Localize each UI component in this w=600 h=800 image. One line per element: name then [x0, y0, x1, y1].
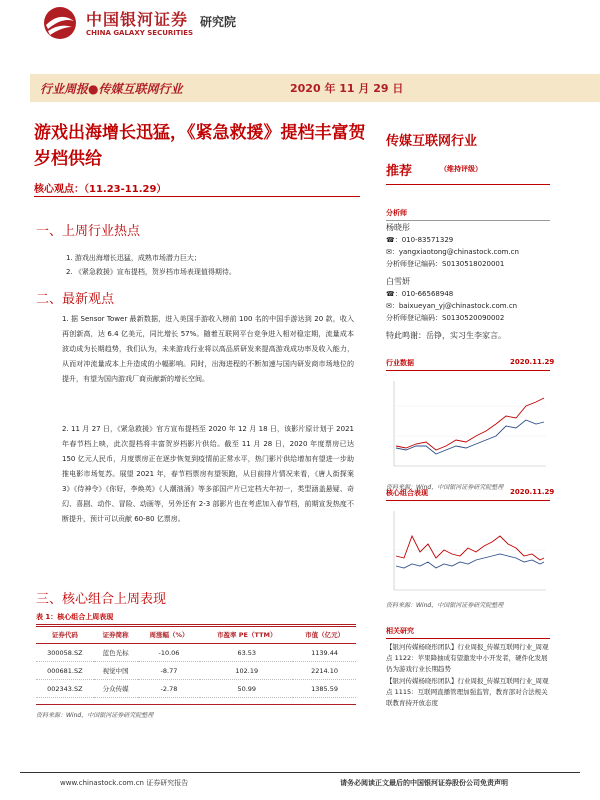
report-title: 游戏出海增长迅猛，《紧急救援》提档丰富贺岁档供给 — [34, 123, 366, 169]
section-3-heading: 三、核心组合上周表现 — [36, 592, 167, 607]
divider — [386, 184, 550, 185]
column-header: 证券简称 — [94, 627, 138, 644]
table-title: 表 1：核心组合上周表现 — [36, 613, 114, 621]
analyst-phone: ☎：010-66568948 — [386, 290, 454, 298]
analyst-license: 分析师登记编码：S0130518020001 — [386, 260, 505, 268]
list-item: 2. 《紧急救援》宣布提档，贺岁档市场表现值得期待。 — [66, 268, 236, 276]
divider — [34, 196, 360, 197]
table-cell: 1139.44 — [293, 644, 356, 662]
paragraph-1: 1. 据 Sensor Tower 最新数据，进入美国手游收入榜前 100 名的中国手游达到 20 款，收入再创新高，达 6.4 亿美元，同比增长 57%。随着互联网平台竞争进入相对稳定期，流量成本波动成为长期趋势，我们认为，未来游戏行业将以高品质研发来提高游戏成功率及收入能力，从而对冲流量成本上升造成的小幅影响。同时，出海进程的不断加速与国内研发商市场地位的提升，有望为国内游戏厂商贡献新的增长空间。 — [62, 315, 354, 383]
table-cell: 102.19 — [200, 662, 293, 680]
table-row — [36, 680, 356, 698]
footer-divider — [20, 772, 580, 773]
line-series-portfolio — [396, 536, 544, 560]
paragraph-2: 2. 11 月 27 日，《紧急救援》官方宣布提档至 2020 年 12 月 18 日，该影片原计划于 2021 年春节档上映，此次提档将丰富贺岁档影片供给。截至 11 月 28 日，2020 年度票房已达 150 亿元人民币，月度票房正在逐步恢复到疫情前正常水平，热门影片供给增加有望进一步助推电影市场复苏。展望 2021 年，春节档票房有望领跑，从目前排片情况来看，《唐人街探案 3》《侍神令》《你好，李焕英》《人潮汹涌》等多部国产片已定档大年初一，类型涵盖悬疑、奇幻、喜剧、动作、冒险、动画等，另外还有 2-3 部影片也在考虑加入春节档，前期宣发热度不断提升，预计可以贡献 60-80 亿票房。 — [62, 425, 354, 523]
brand-logo — [40, 5, 300, 45]
table-row — [36, 644, 356, 662]
core-view-label: 核心观点：（11.23-11.29） — [34, 184, 167, 195]
analyst-heading: 分析师 — [386, 209, 407, 217]
divider — [386, 500, 550, 501]
institute-label: 研究院 — [200, 15, 237, 29]
chart-2-date: 2020.11.29 — [510, 488, 555, 496]
footer-disclaimer: 请务必阅读正文最后的中国银河证券股份公司免责声明 — [340, 779, 508, 787]
industry-index-chart — [386, 376, 552, 476]
analyst-name: 杨晓彤 — [386, 223, 410, 232]
table-cell: 300058.SZ — [36, 644, 94, 662]
table-cell: 视觉中国 — [94, 662, 138, 680]
divider — [386, 370, 550, 371]
related-item[interactable]: 【银河传媒杨晓彤团队】行业周报_传媒互联网行业_周观点 1115：互联网直播管理加强监管，教育部对合法规关联教育持开放态度 — [386, 677, 549, 707]
table-row — [36, 662, 356, 680]
section-1-heading: 一、上周行业热点 — [36, 224, 141, 239]
chart-1-source: 资料来源：Wind，中国银河证券研究院整理 — [386, 484, 504, 491]
table-cell: -2.78 — [138, 680, 201, 698]
column-header: 市值（亿元） — [293, 627, 356, 644]
table-cell: 分众传媒 — [94, 680, 138, 698]
acknowledgement: 特此鸣谢：岳铮，实习生李家言。 — [386, 331, 506, 340]
column-header: 周涨幅（%） — [138, 627, 201, 644]
table-cell: 002343.SZ — [36, 680, 94, 698]
rating-label: 推荐 — [386, 164, 413, 179]
column-header: 证券代码 — [36, 627, 94, 644]
divider — [386, 220, 550, 221]
chart-1-date: 2020.11.29 — [510, 358, 555, 366]
chart-2-title: 核心组合表现 — [386, 489, 428, 497]
portfolio-performance-chart — [386, 506, 552, 598]
industry-label: 传媒互联网行业 — [386, 134, 478, 149]
galaxy-logo-icon — [40, 5, 80, 41]
line-series-industry — [396, 420, 544, 454]
report-date: 2020 年 11 月 29 日 — [290, 82, 404, 95]
related-item[interactable]: 【银河传媒杨晓彤团队】行业周报_传媒互联网行业_周观点 1122：苹果降抽成有望激发中小开发者，硬件化发展仍为游戏行业长期趋势 — [386, 643, 549, 673]
analyst-name: 白雪妍 — [386, 277, 410, 286]
divider — [386, 638, 550, 639]
divider — [36, 624, 356, 625]
related-research-heading: 相关研究 — [386, 627, 414, 635]
analyst-phone: ☎：010-83571329 — [386, 236, 454, 244]
column-header: 市盈率 PE（TTM） — [200, 627, 293, 644]
table-cell: 000681.SZ — [36, 662, 94, 680]
section-2-heading: 二、最新观点 — [36, 292, 115, 307]
table-header-row — [36, 627, 356, 644]
table-cell: 2214.10 — [293, 662, 356, 680]
analyst-email[interactable]: ✉：baixueyan_yj@chinastock.com.cn — [386, 302, 518, 310]
chart-2-source: 资料来源：Wind，中国银河证券研究院整理 — [386, 602, 504, 609]
table-cell: 63.53 — [200, 644, 293, 662]
list-item: 1. 游戏出海增长迅猛，成熟市场潜力巨大； — [66, 254, 201, 262]
report-header-band — [30, 74, 600, 102]
report-type: 行业周报●传媒互联网行业 — [40, 82, 183, 96]
table-cell: -8.77 — [138, 662, 201, 680]
table-cell: 蓝色光标 — [94, 644, 138, 662]
analyst-license: 分析师登记编码：S0130520090002 — [386, 314, 505, 322]
portfolio-table — [36, 626, 356, 698]
footer-website[interactable]: www.chinastock.com.cn 证券研究报告 — [60, 779, 189, 787]
analyst-email[interactable]: ✉：yangxiaotong@chinastock.com.cn — [386, 248, 519, 256]
line-series-benchmark — [396, 554, 544, 568]
table-cell: 1385.59 — [293, 680, 356, 698]
brand-name-en: CHINA GALAXY SECURITIES — [86, 29, 194, 37]
table-source: 资料来源：Wind，中国银河证券研究院整理 — [36, 712, 154, 719]
divider — [36, 704, 356, 705]
table-cell: 50.99 — [200, 680, 293, 698]
brand-name-cn: 中国银河证券 — [86, 10, 189, 29]
chart-1-title: 行业数据 — [386, 359, 414, 367]
table-cell: -10.06 — [138, 644, 201, 662]
rating-note: （维持评级） — [440, 165, 482, 173]
